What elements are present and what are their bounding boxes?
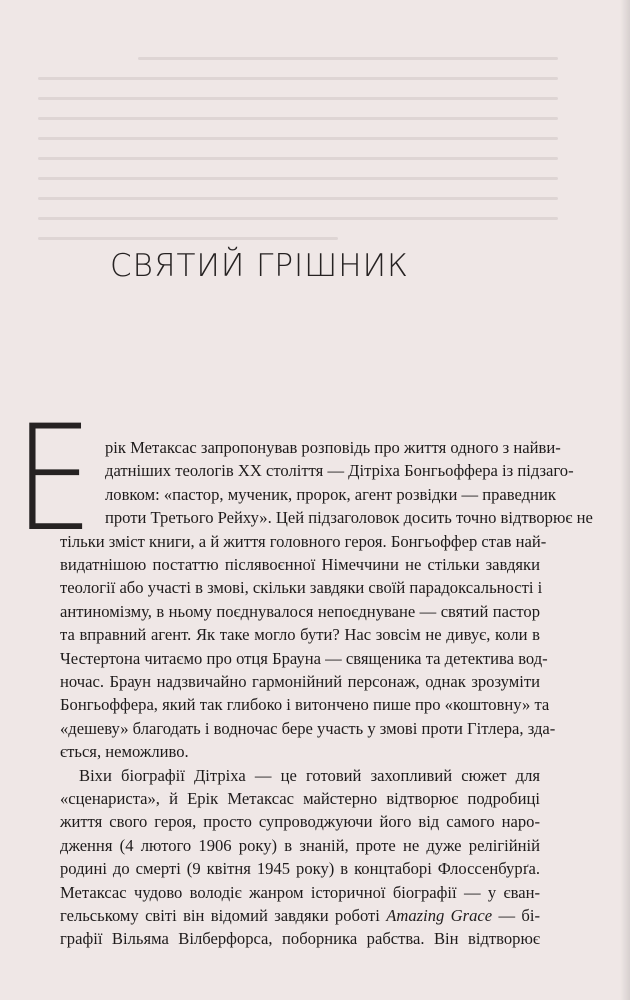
text-line: Честертона читаємо про отця Брауна — священика та детектива вод- <box>60 648 548 668</box>
text-line: життя свого героя, просто супроводжуючи його від самого наро- <box>60 812 540 832</box>
text-line: графії Вільяма Вілберфорса, поборника рабства. Він відтворює <box>60 929 540 949</box>
text-line: Метаксас чудово володіє жанром історичної біографії — у єван- <box>60 882 540 902</box>
text-segment: гельському світі він відомий завдяки роботі <box>60 906 387 925</box>
text-line-with-italic <box>60 904 540 927</box>
text-line: «сценариста», й Ерік Метаксас майстерно відтворює подробиці <box>60 789 540 808</box>
text-line: Віхи біографії Дітріха — це готовий захопливий сюжет для <box>79 765 540 785</box>
reverse-page-show-through <box>38 40 558 270</box>
text-line: «дешеву» благодать і водночас бере участь у змові проти Гітлера, зда- <box>60 718 556 738</box>
text-line: ночас. Браун надзвичайно гармонійний персонаж, однак зрозуміти <box>60 672 540 691</box>
text-segment: — бі- <box>492 906 540 925</box>
text-line: дження (4 лютого 1906 року) в знаній, проте не дуже релігійній <box>60 835 540 855</box>
text-line: родині до смерті (9 квітня 1945 року) в концтаборі Флоссенбурґа. <box>60 859 540 879</box>
text-line: ловком: «пастор, мученик, пророк, агент розвідки — праведник <box>105 484 556 504</box>
text-line: антиномізму, в ньому поєднувалося непоєднуване — святий пастор <box>60 601 540 621</box>
text-line: Бонгьоффера, який так глибоко і витончено пише про «коштовну» та <box>60 695 550 715</box>
text-line: видатнішою постаттю післявоєнної Німеччини не стільки завдяки <box>60 555 540 574</box>
text-line: датніших теологів XX століття — Дітріха Бонгьоффера із підзаго- <box>105 461 574 481</box>
text-line: проти Третього Рейху». Цей підзаголовок досить точно відтворює не <box>105 508 593 528</box>
text-line: ється, неможливо. <box>60 742 189 762</box>
text-line: тільки зміст книги, а й життя головного героя. Бонгьоффер став най- <box>60 531 547 551</box>
page-edge-shadow <box>620 0 630 1000</box>
text-line: теології або участі в змові, скільки завдяки своїй парадоксальності і <box>60 578 543 598</box>
italic-book-title: Amazing Grace <box>386 906 493 925</box>
chapter-title: СВЯТИЙ ГРІШНИК <box>110 248 409 284</box>
drop-cap-letter: Е <box>14 394 94 564</box>
text-line: рік Метаксас запропонував розповідь про життя одного з найви- <box>105 438 561 457</box>
text-line: та вправний агент. Як таке могло бути? Нас зовсім не дивує, коли в <box>60 625 540 645</box>
